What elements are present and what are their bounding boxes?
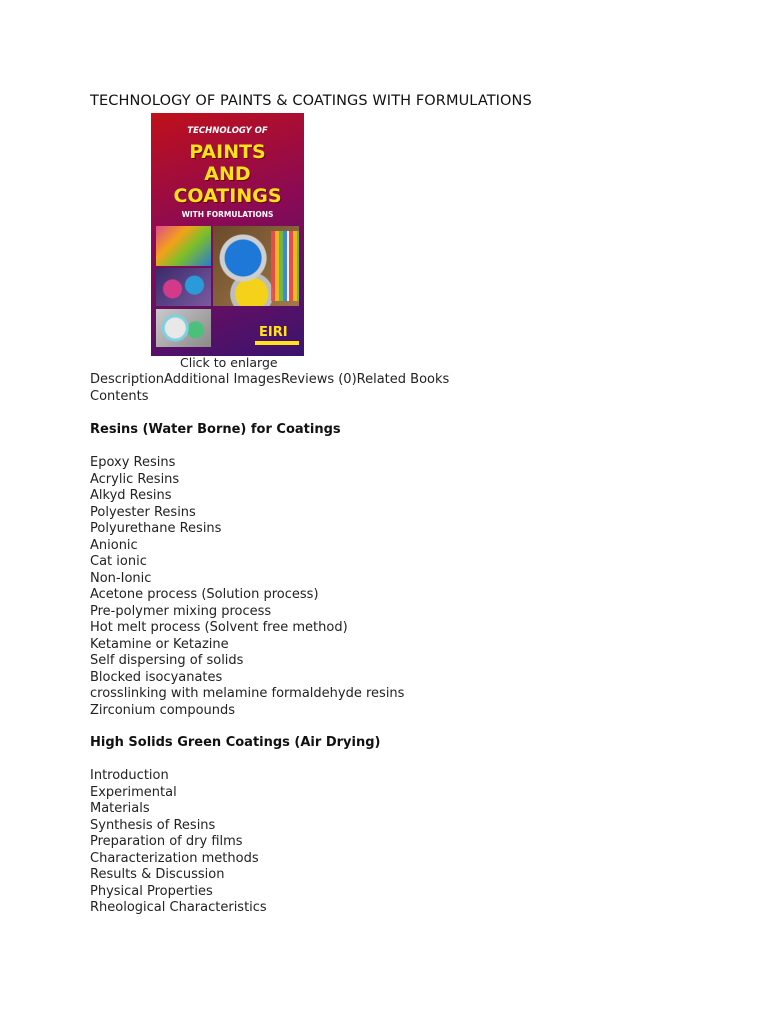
list-item: Experimental (90, 784, 177, 800)
list-item: Non-Ionic (90, 570, 152, 586)
publisher-logo: EIRI (259, 325, 288, 340)
cover-photo-color-swatches (271, 231, 299, 301)
product-tabs (90, 372, 449, 387)
cover-title-and: AND (204, 163, 251, 185)
tab-description[interactable]: Description (90, 372, 165, 387)
list-item: Physical Properties (90, 883, 213, 899)
list-item: Cat ionic (90, 554, 147, 569)
cover-subtitle: WITH FORMULATIONS (181, 210, 274, 219)
list-item: Preparation of dry films (90, 834, 243, 849)
list-item: Synthesis of Resins (90, 817, 216, 833)
list-item: Polyurethane Resins (90, 521, 222, 536)
cover-title-paints: PAINTS (189, 141, 266, 163)
list-item: Rheological Characteristics (90, 900, 267, 915)
list-item: Materials (90, 801, 150, 816)
list-item: Epoxy Resins (90, 455, 176, 470)
cover-title-coatings: COATINGS (173, 185, 282, 207)
tab-additional-images[interactable]: Additional Images (164, 372, 281, 387)
section-resins-water-borne (90, 422, 690, 719)
list-item: Anionic (90, 537, 138, 553)
publisher-logo-bar (255, 341, 299, 345)
contents-list (90, 768, 690, 917)
list-item: Acrylic Resins (90, 471, 180, 487)
document-title: TECHNOLOGY OF PAINTS & COATINGS WITH FORMULATIONS (90, 93, 532, 109)
contents-list (90, 455, 690, 719)
cover-photo-paint-pots (156, 309, 211, 347)
list-item: Alkyd Resins (90, 488, 172, 503)
cover-photo-paint-tins (156, 268, 211, 306)
list-item: Results & Discussion (90, 867, 225, 882)
list-item: Polyester Resins (90, 504, 196, 520)
list-item: crosslinking with melamine formaldehyde resins (90, 686, 405, 701)
contents-label: Contents (90, 389, 149, 404)
list-item: Zirconium compounds (90, 702, 236, 718)
section-heading: High Solids Green Coatings (Air Drying) (90, 735, 381, 750)
list-item: Acetone process (Solution process) (90, 587, 319, 602)
list-item: Characterization methods (90, 850, 259, 866)
list-item: Ketamine or Ketazine (90, 636, 229, 652)
list-item: Blocked isocyanates (90, 669, 223, 685)
list-item: Hot melt process (Solvent free method) (90, 620, 348, 635)
tab-reviews[interactable]: Reviews (0) (280, 372, 357, 387)
cover-photo-paint-cans (156, 226, 211, 266)
tab-related-books[interactable]: Related Books (356, 372, 450, 387)
cover-top-line: TECHNOLOGY OF (187, 126, 268, 136)
list-item: Introduction (90, 768, 169, 783)
section-high-solids-green-coatings (90, 735, 690, 917)
list-item: Pre-polymer mixing process (90, 603, 272, 619)
enlarge-link[interactable]: Click to enlarge (180, 355, 278, 370)
list-item: Self dispersing of solids (90, 653, 244, 668)
book-cover-image[interactable] (151, 113, 304, 356)
section-heading: Resins (Water Borne) for Coatings (90, 422, 341, 437)
